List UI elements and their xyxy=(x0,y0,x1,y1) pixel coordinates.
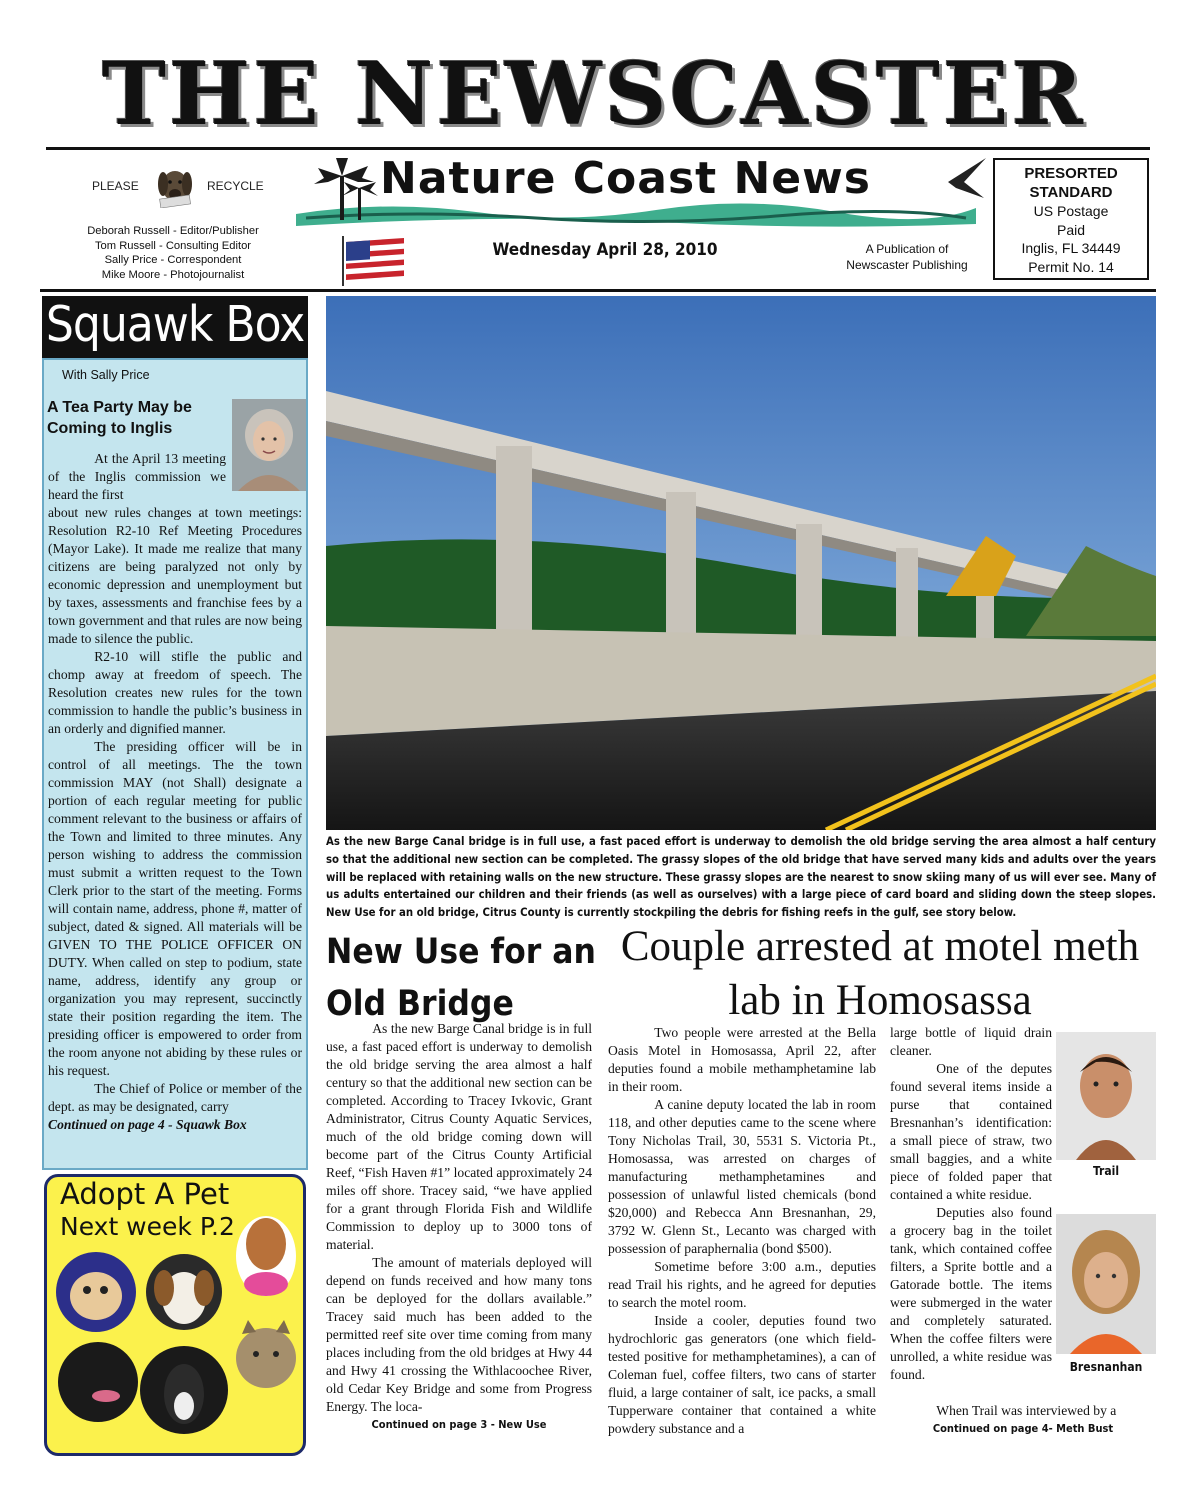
header-rule xyxy=(40,289,1156,292)
postage-presorted: PRESORTED xyxy=(1024,165,1118,182)
squawk-box-title: Squawk Box xyxy=(42,296,308,358)
squawk-headline: A Tea Party May be Coming to Inglis xyxy=(47,399,192,437)
meth-continued-link[interactable]: Continued on page 4- Meth Bust xyxy=(932,1422,1114,1435)
dog-pitbull-photo xyxy=(140,1346,228,1434)
meth-column-1 xyxy=(608,1024,876,1438)
trail-mugshot xyxy=(1056,1032,1156,1160)
bridge-demolition-photo xyxy=(326,296,1156,830)
squawk-byline: With Sally Price xyxy=(62,368,150,382)
recycle-please: PLEASE xyxy=(92,179,139,193)
staff-editor: Deborah Russell - Editor/Publisher xyxy=(87,225,259,237)
staff-list xyxy=(60,224,286,282)
recycle-recycle: RECYCLE xyxy=(207,179,264,193)
squawk-p3: The presiding officer will be in control of all meetings. The the town commission MAY (not Shall) designate a portion of each regular meeting for public comment relevant to the business or affairs of the Town and limited to three minutes. Any person wishing to address the commission must submit a written request to the Town Clerk prior to the start of the meeting. Forms will contain name, address, phone #, matter of subject, dated & signed. All materials will be GIVEN TO THE POLICE OFFICER ON DUTY. When called on step to podium, state name, address, identify any group or organization you may represent, succinctly state their position regarding the item. The presiding officer is empowered to order from the room anyone not abiding by these rules or his request. xyxy=(48,739,302,1078)
meth-column-2-end xyxy=(890,1402,1156,1438)
cat-kitten-photo xyxy=(236,1320,296,1388)
publisher-line-1: A Publication of xyxy=(865,242,949,256)
postage-permit: Permit No. 14 xyxy=(1028,258,1114,275)
nameplate-title: Nature Coast News xyxy=(380,153,871,204)
meth-c1-p1: Two people were arrested at the Bella Oasis Motel in Homosassa, April 22, after deputies found a mobile methamphetamine lab in their room. xyxy=(608,1025,876,1094)
staff-correspondent: Sally Price - Correspondent xyxy=(104,254,242,266)
dog-black-lab-photo xyxy=(58,1342,138,1422)
new-use-p1: As the new Barge Canal bridge is in full use, a fast paced effort is underway to demolish the old bridge serving the area almost a half century so that the additional new section can be completed. According to Tracey Ivkovic, Grant Administrator, Citrus County Aquatic Services, much of the old bridge coming down will become part of the Citrus County Artificial Reef, “Fish Haven #1” located approximately 24 miles off shore. Tracey said, “we have applied for a grant through Florida Fish and Wildlife Commission to deploy up to 3000 tons of material. xyxy=(326,1021,592,1252)
meth-c1-p2: A canine deputy located the lab in room 118, and other deputies came to the scene where Tony Nicholas Trail, 30, 5531 S. Victoria Pt., Homosassa, was arrested on charges of manufacturing methamphetamines and possession of unlawful listed chemicals (bond $20,000) and Rebecca Ann Bresnanhan, 29, 3792 W. Glenn St., Lecanto was charged with possession of paraphernalia (bond $500). xyxy=(608,1097,876,1256)
squawk-body-text xyxy=(48,504,302,1134)
publication-date: Wednesday April 28, 2010 xyxy=(492,240,718,260)
masthead-title: THE NEWSCASTER xyxy=(102,44,1086,145)
postage-box xyxy=(993,158,1149,280)
dog-icon xyxy=(150,164,200,208)
dog-beagle-photo xyxy=(146,1254,222,1330)
adopt-title: Adopt A Pet xyxy=(60,1177,230,1211)
meth-c2-p2: One of the deputes found several items inside a purse that contained Bresnanhan’s identification: a small piece of straw, two small baggies, and a white piece of folded paper that contained a white residue. xyxy=(890,1061,1052,1202)
postage-us: US Postage xyxy=(1033,203,1109,219)
squawk-paragraph-1-start xyxy=(48,450,226,504)
masthead-rule xyxy=(46,147,1150,150)
meth-c2-p3: Deputies also found a grocery bag in the toilet tank, which contained coffee filters, a Sprite bottle and a Gatorade bottle. The items were submerged in the water and completely saturated. When the coffee filters were unrolled, a white residue was found. xyxy=(890,1205,1052,1382)
sally-price-photo xyxy=(232,399,306,491)
meth-headline: Couple arrested at motel meth lab in Homosassa xyxy=(620,923,1140,1024)
adopt-subtitle[interactable]: Next week P.2 xyxy=(60,1212,235,1241)
meth-c1-p4: Inside a cooler, deputies found two hydrochloric gas generators (one which field-tested positive for methamphetamines), a can of Coleman fuel, coffee filters, two cans of starter fluid, a large container of salt, ice packs, a small Tupperware container that contained a white powdery substance and a xyxy=(608,1313,876,1436)
bresnanhan-mugshot xyxy=(1056,1214,1156,1354)
postage-city: Inglis, FL 34449 xyxy=(1021,240,1121,256)
squawk-continued-link[interactable]: Continued on page 4 - Squawk Box xyxy=(48,1117,247,1132)
new-use-continued-link[interactable]: Continued on page 3 - New Use xyxy=(371,1418,547,1431)
dog-hound-photo xyxy=(236,1216,296,1296)
postage-paid: Paid xyxy=(1056,221,1086,238)
squawk-p1-rest: about new rules changes at town meetings: Resolution R2-10 Ref Meeting Procedures (Mayor Lake). It made me realize that many citizens are being paralyzed not only by economic depression and unemployment but by taxes, assessments and franchise fees by a town government and that rules are now being made to silence the public. xyxy=(48,505,302,646)
publisher-info xyxy=(834,241,980,273)
new-use-headline: New Use for an Old Bridge xyxy=(326,932,596,1024)
meth-c2-p1: large bottle of liquid drain cleaner. xyxy=(890,1025,1052,1058)
us-flag-icon xyxy=(340,236,406,286)
squawk-p4: The Chief of Police or member of the dept. as may be designated, carry xyxy=(48,1081,302,1114)
trail-label: Trail xyxy=(1092,1164,1120,1178)
postage-standard: STANDARD xyxy=(1029,183,1113,201)
squawk-p2: R2-10 will stifle the public and chomp away at freedom of speech. The Resolution creates new rules for the town commission to handle the public’s business in an orderly and dignified manner. xyxy=(48,649,302,736)
meth-column-2 xyxy=(890,1024,1052,1384)
staff-photojournalist: Mike Moore - Photojournalist xyxy=(101,268,245,281)
meth-c1-p3: Sometime before 3:00 a.m., deputies read Trail his rights, and he agreed for deputies to search the motel room. xyxy=(608,1259,876,1310)
bresnanhan-label: Bresnanhan xyxy=(1069,1360,1143,1374)
dog-chihuahua-photo xyxy=(56,1252,136,1332)
meth-c2-p4: When Trail was interviewed by a xyxy=(936,1403,1117,1418)
publisher-line-2: Newscaster Publishing xyxy=(846,258,968,272)
squawk-p1-start: At the April 13 meeting of the Inglis commission we heard the first xyxy=(48,451,226,502)
new-use-body xyxy=(326,1020,592,1434)
photo-caption: As the new Barge Canal bridge is in full use, a fast paced effort is underway to demolish the old bridge serving the area almost a half century so that the additional new section can be completed. The grassy slopes of the old bridge that have served many kids and adults over the years will be replaced with retaining walls on the new structure. These grassy slopes are the nearest to snow skiing many of us will ever see. Many of us adults entertained our children and their friends (as well as ourselves) with a large piece of card board and sliding down the steep slopes. New Use for an old bridge, Citrus County is currently stockpiling the debris for fishing reefs in the gulf, see story below. xyxy=(326,835,1156,920)
staff-consulting: Tom Russell - Consulting Editor xyxy=(94,239,252,252)
new-use-p2: The amount of materials deployed will depend on funds received and how many tons can be deployed for the dollars available.” Tracey said much has been added to the permitted reef site over time coming from many places including from the old bridges at Hwy 44 and Hwy 41 crossing the Withlacoochee River, old Cedar Key Bridge and some from Progress Energy. The loca- xyxy=(326,1255,592,1414)
